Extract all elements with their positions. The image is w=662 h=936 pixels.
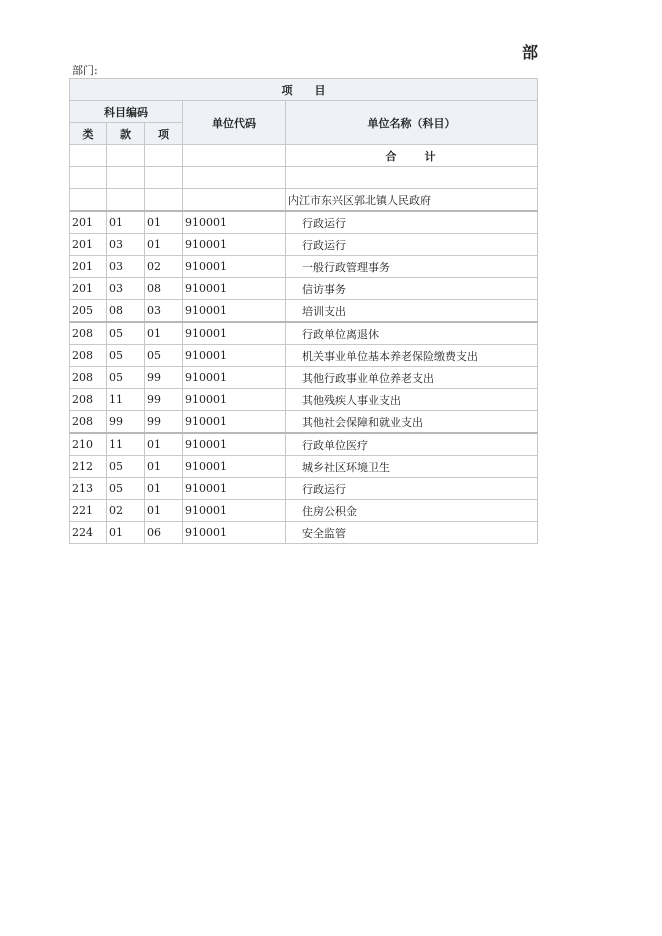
cell-kuan: 03 (107, 278, 145, 300)
cell-unit-name: 行政运行 (286, 478, 538, 500)
cell-kuan: 02 (107, 500, 145, 522)
cell-kuan: 01 (107, 522, 145, 544)
cell-unit-name: 其他残疾人事业支出 (286, 389, 538, 411)
cell-lei: 201 (70, 211, 107, 234)
cell-lei: 210 (70, 433, 107, 456)
cell-xiang: 99 (145, 367, 183, 389)
subject-code-header: 科目编码 (70, 101, 183, 123)
cell-unit-code: 910001 (183, 278, 286, 300)
cell-unit-name: 行政单位医疗 (286, 433, 538, 456)
cell-unit-name: 培训支出 (286, 300, 538, 323)
cell-xiang: 99 (145, 411, 183, 434)
cell-lei: 208 (70, 367, 107, 389)
cell-lei: 224 (70, 522, 107, 544)
cell-unit-name: 行政运行 (286, 211, 538, 234)
cell-unit-name: 行政单位离退休 (286, 322, 538, 345)
cell-unit-code: 910001 (183, 322, 286, 345)
cell-unit-code: 910001 (183, 456, 286, 478)
table-row (70, 500, 538, 522)
cell-lei: 201 (70, 256, 107, 278)
kuan-header: 款 (107, 123, 145, 145)
cell-lei: 213 (70, 478, 107, 500)
xiang-header: 项 (145, 123, 183, 145)
cell-unit-name: 住房公积金 (286, 500, 538, 522)
cell-xiang: 01 (145, 500, 183, 522)
table-row (70, 322, 538, 345)
total-label: 合 计 (286, 145, 538, 167)
org-row (70, 189, 538, 212)
cell-unit-code: 910001 (183, 234, 286, 256)
cell-unit-code: 910001 (183, 411, 286, 434)
department-label: 部门: (72, 64, 98, 77)
cell-kuan: 03 (107, 256, 145, 278)
cell-lei: 205 (70, 300, 107, 323)
cell-kuan: 99 (107, 411, 145, 434)
total-row (70, 145, 538, 167)
cell-xiang: 08 (145, 278, 183, 300)
cell-lei: 201 (70, 278, 107, 300)
cell-unit-name: 信访事务 (286, 278, 538, 300)
cell-unit-code: 910001 (183, 345, 286, 367)
cell-xiang: 05 (145, 345, 183, 367)
cell-lei: 208 (70, 411, 107, 434)
page-title: 部 (522, 43, 539, 62)
cell-lei: 208 (70, 389, 107, 411)
cell-kuan: 05 (107, 367, 145, 389)
unit-name-header: 单位名称（科目） (286, 101, 538, 145)
cell-xiang: 01 (145, 234, 183, 256)
cell-unit-name: 一般行政管理事务 (286, 256, 538, 278)
cell-kuan: 03 (107, 234, 145, 256)
table-row (70, 433, 538, 456)
cell-xiang: 06 (145, 522, 183, 544)
table-row (70, 345, 538, 367)
cell-xiang: 02 (145, 256, 183, 278)
cell-lei: 208 (70, 322, 107, 345)
table-row (70, 478, 538, 500)
cell-kuan: 01 (107, 211, 145, 234)
cell-xiang: 01 (145, 478, 183, 500)
cell-xiang: 01 (145, 433, 183, 456)
cell-unit-name: 机关事业单位基本养老保险缴费支出 (286, 345, 538, 367)
table-row (70, 367, 538, 389)
table-row (70, 522, 538, 544)
cell-unit-code: 910001 (183, 300, 286, 323)
empty-row (70, 167, 538, 189)
cell-kuan: 05 (107, 345, 145, 367)
cell-kuan: 05 (107, 456, 145, 478)
cell-unit-name: 城乡社区环境卫生 (286, 456, 538, 478)
table-row (70, 256, 538, 278)
cell-kuan: 11 (107, 389, 145, 411)
cell-kuan: 05 (107, 478, 145, 500)
cell-unit-code: 910001 (183, 367, 286, 389)
cell-lei: 201 (70, 234, 107, 256)
table-row (70, 278, 538, 300)
cell-kuan: 05 (107, 322, 145, 345)
unit-code-header: 单位代码 (183, 101, 286, 145)
cell-xiang: 01 (145, 322, 183, 345)
cell-unit-name: 安全监管 (286, 522, 538, 544)
cell-kuan: 11 (107, 433, 145, 456)
lei-header: 类 (70, 123, 107, 145)
cell-unit-code: 910001 (183, 500, 286, 522)
cell-kuan: 08 (107, 300, 145, 323)
table-row (70, 300, 538, 323)
budget-table (69, 78, 538, 544)
cell-xiang: 01 (145, 211, 183, 234)
cell-unit-code: 910001 (183, 522, 286, 544)
cell-unit-name: 行政运行 (286, 234, 538, 256)
table-row (70, 456, 538, 478)
cell-lei: 208 (70, 345, 107, 367)
table-row (70, 234, 538, 256)
cell-xiang: 03 (145, 300, 183, 323)
cell-xiang: 99 (145, 389, 183, 411)
cell-lei: 221 (70, 500, 107, 522)
cell-xiang: 01 (145, 456, 183, 478)
cell-lei: 212 (70, 456, 107, 478)
cell-unit-code: 910001 (183, 478, 286, 500)
cell-unit-code: 910001 (183, 433, 286, 456)
cell-unit-code: 910001 (183, 211, 286, 234)
table-row (70, 211, 538, 234)
table-row (70, 389, 538, 411)
table-row (70, 411, 538, 434)
cell-unit-code: 910001 (183, 389, 286, 411)
cell-unit-code: 910001 (183, 256, 286, 278)
project-header: 项 目 (70, 79, 538, 101)
org-name: 内江市东兴区郭北镇人民政府 (286, 189, 538, 212)
cell-unit-name: 其他行政事业单位养老支出 (286, 367, 538, 389)
cell-unit-name: 其他社会保障和就业支出 (286, 411, 538, 434)
